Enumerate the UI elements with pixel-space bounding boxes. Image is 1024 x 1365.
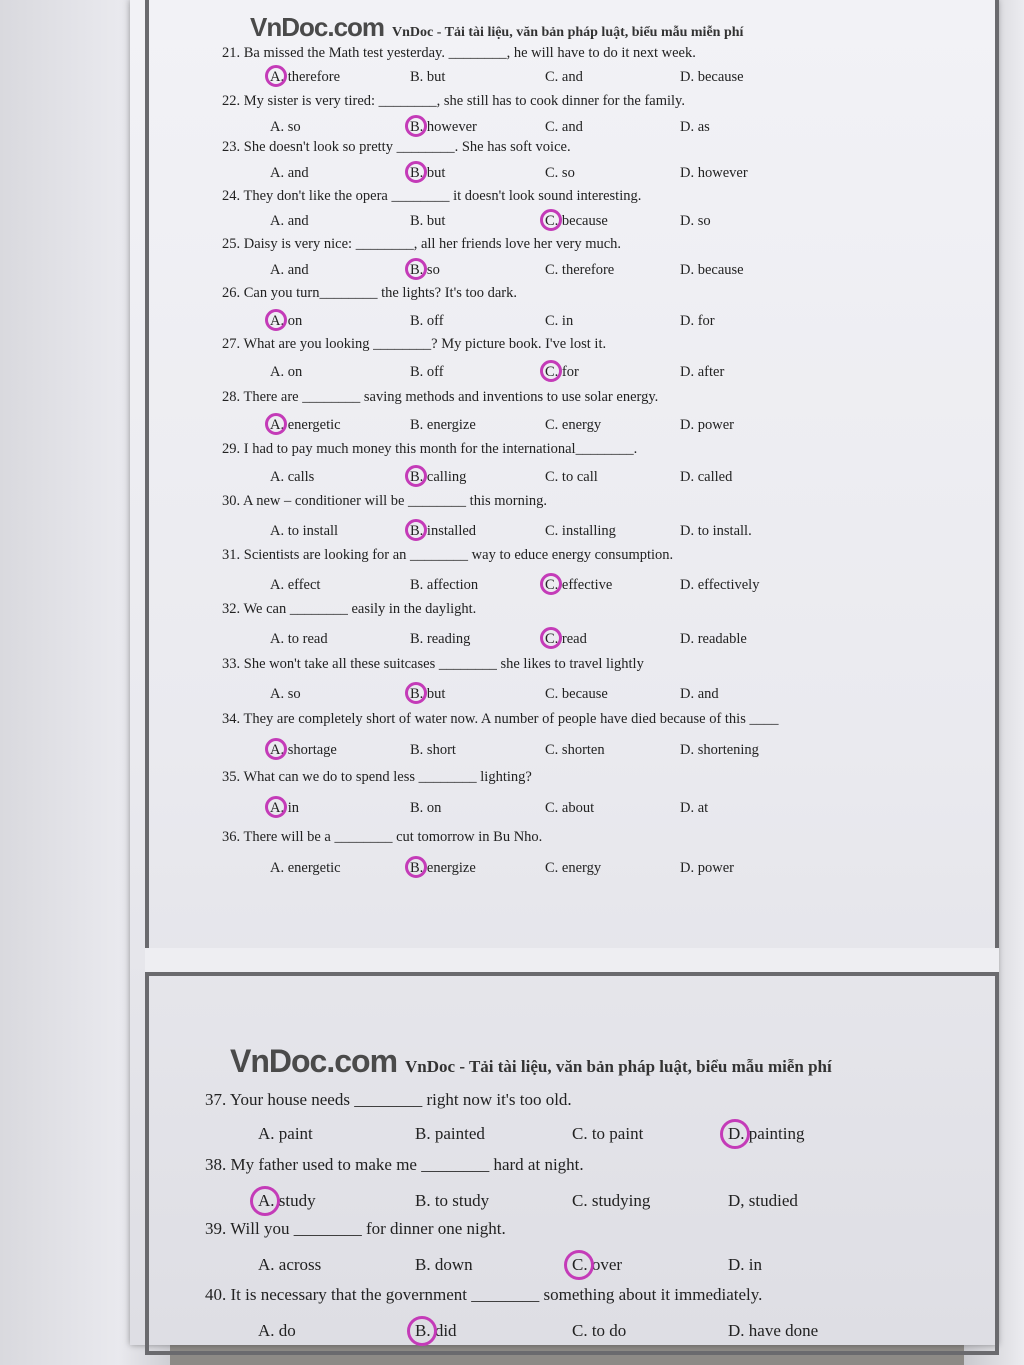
header-tagline: VnDoc - Tải tài liệu, văn bản pháp luật, biểu mẫu miễn phí <box>392 25 744 40</box>
answer-option[interactable]: A. to install <box>270 523 339 539</box>
answer-option[interactable]: A. energetic <box>270 417 341 433</box>
answer-option[interactable]: C. to do <box>572 1321 627 1340</box>
selected-answer-circle <box>720 1119 750 1149</box>
answer-option[interactable]: D. to install. <box>680 523 752 539</box>
answer-option[interactable]: C. therefore <box>545 262 615 278</box>
answer-option[interactable]: D. in <box>728 1255 762 1274</box>
answer-option[interactable]: D. as <box>680 119 710 135</box>
selected-answer-circle <box>405 465 427 487</box>
header-tagline: VnDoc - Tải tài liệu, văn bản pháp luật, biểu mẫu miễn phí <box>405 1057 832 1076</box>
selected-answer-circle <box>405 258 427 280</box>
question-text: 24. They don't like the opera ________ it doesn't look sound interesting. <box>222 188 642 204</box>
selected-answer-circle <box>407 1316 437 1346</box>
page-header-bottom <box>230 1043 832 1080</box>
answer-option[interactable]: D. after <box>680 364 725 380</box>
answer-option[interactable]: B. but <box>410 165 446 181</box>
answer-option[interactable]: C. about <box>545 800 595 816</box>
answer-option[interactable]: D. so <box>680 213 711 229</box>
answer-option[interactable]: A. across <box>258 1255 322 1274</box>
answer-option[interactable]: B. but <box>410 213 446 229</box>
answer-option[interactable]: D. for <box>680 313 715 329</box>
answer-option[interactable]: C. installing <box>545 523 616 539</box>
answer-option[interactable]: A. and <box>270 165 309 181</box>
question-text: 35. What can we do to spend less ________ lighting? <box>222 769 532 785</box>
answer-option[interactable]: B. but <box>410 686 446 702</box>
answer-option[interactable]: A. energetic <box>270 860 341 876</box>
answer-option[interactable]: D. power <box>680 860 734 876</box>
selected-answer-circle <box>265 796 287 818</box>
question-text: 39. Will you ________ for dinner one night. <box>205 1219 506 1238</box>
selected-answer-circle <box>265 65 287 87</box>
answer-option[interactable]: C. for <box>545 364 579 380</box>
answer-option[interactable]: A. so <box>270 686 301 702</box>
answer-option[interactable]: C. because <box>545 686 608 702</box>
answer-option[interactable]: B. off <box>410 364 444 380</box>
answer-option[interactable]: D. because <box>680 69 744 85</box>
question-text: 30. A new – conditioner will be ________ this morning. <box>222 493 548 509</box>
answer-option[interactable]: D. shortening <box>680 742 759 758</box>
answer-option[interactable]: D. readable <box>680 631 747 647</box>
question-text: 23. She doesn't look so pretty ________. She has soft voice. <box>222 139 571 155</box>
answer-option[interactable]: C. studying <box>572 1191 651 1210</box>
question-text: 21. Ba missed the Math test yesterday. ________, he will have to do it next week. <box>222 45 696 61</box>
answer-option[interactable]: C. in <box>545 313 574 329</box>
answer-option[interactable]: A. shortage <box>270 742 337 758</box>
answer-option[interactable]: B. energize <box>410 417 476 433</box>
answer-option[interactable]: D, studied <box>728 1191 798 1210</box>
answer-option[interactable]: A. to read <box>270 631 328 647</box>
answer-option[interactable]: B. however <box>410 119 477 135</box>
question-text: 26. Can you turn________ the lights? It's too dark. <box>222 285 517 301</box>
answer-option[interactable]: D. power <box>680 417 734 433</box>
answer-option[interactable]: C. shorten <box>545 742 605 758</box>
answer-option[interactable]: D. because <box>680 262 744 278</box>
selected-answer-circle <box>405 161 427 183</box>
answer-option[interactable]: D. however <box>680 165 748 181</box>
selected-answer-circle <box>540 627 562 649</box>
vndoc-logo: VnDoc.com <box>230 1043 398 1079</box>
answer-option[interactable]: A. on <box>270 364 303 380</box>
answer-option[interactable]: B. painted <box>415 1124 485 1143</box>
selected-answer-circle <box>405 856 427 878</box>
answer-option[interactable]: B. so <box>410 262 440 278</box>
answer-option[interactable]: B. but <box>410 69 446 85</box>
question-text: 38. My father used to make me ________ hard at night. <box>205 1155 584 1174</box>
question-text: 36. There will be a ________ cut tomorrow in Bu Nho. <box>222 829 543 845</box>
answer-option[interactable]: A. so <box>270 119 301 135</box>
question-text: 37. Your house needs ________ right now it's too old. <box>205 1090 572 1109</box>
answer-option[interactable]: B. calling <box>410 469 467 485</box>
answer-option[interactable]: C. because <box>545 213 608 229</box>
answer-option[interactable]: A. effect <box>270 577 321 593</box>
selected-answer-circle <box>564 1250 594 1280</box>
answer-option[interactable]: A. paint <box>258 1124 313 1143</box>
question-text: 29. I had to pay much money this month for the international________. <box>222 441 638 457</box>
question-text: 40. It is necessary that the government ________ something about it immediately. <box>205 1285 763 1304</box>
selected-answer-circle <box>540 360 562 382</box>
vndoc-logo: VnDoc.com <box>250 12 385 42</box>
question-text: 32. We can ________ easily in the daylight. <box>222 601 477 617</box>
selected-answer-circle <box>405 115 427 137</box>
selected-answer-circle <box>405 519 427 541</box>
answer-option[interactable]: A. and <box>270 262 309 278</box>
answer-option[interactable]: D. called <box>680 469 733 485</box>
answer-option[interactable]: B. affection <box>410 577 479 593</box>
question-text: 34. They are completely short of water now. A number of people have died because of this ____ <box>222 711 779 727</box>
answer-option[interactable]: C. so <box>545 165 575 181</box>
page-header-top <box>250 12 743 43</box>
answer-option[interactable]: D. and <box>680 686 719 702</box>
answer-option[interactable]: B. reading <box>410 631 471 647</box>
answer-option[interactable]: A. therefore <box>270 69 341 85</box>
question-text: 27. What are you looking ________? My picture book. I've lost it. <box>222 336 607 352</box>
answer-option[interactable]: A. on <box>270 313 303 329</box>
selected-answer-circle <box>265 413 287 435</box>
answer-option[interactable]: C. effective <box>545 577 613 593</box>
answer-option[interactable]: C. to call <box>545 469 598 485</box>
selected-answer-circle <box>405 682 427 704</box>
answer-option[interactable]: B. installed <box>410 523 477 539</box>
question-text: 33. She won't take all these suitcases ________ she likes to travel lightly <box>222 656 644 672</box>
selected-answer-circle <box>265 309 287 331</box>
answer-option[interactable]: C. energy <box>545 860 602 876</box>
answer-option[interactable]: B. on <box>410 800 442 816</box>
answer-option[interactable]: A. do <box>258 1321 296 1340</box>
answer-option[interactable]: A. and <box>270 213 309 229</box>
selected-answer-circle <box>540 573 562 595</box>
question-text: 22. My sister is very tired: ________, she still has to cook dinner for the family. <box>222 93 685 109</box>
selected-answer-circle <box>250 1186 280 1216</box>
selected-answer-circle <box>265 738 287 760</box>
answer-option[interactable]: D. have done <box>728 1321 819 1340</box>
question-text: 31. Scientists are looking for an ________ way to educe energy consumption. <box>222 547 674 563</box>
answer-option[interactable]: A. calls <box>270 469 315 485</box>
answer-option[interactable]: A. in <box>270 800 299 816</box>
answer-option[interactable]: D. effectively <box>680 577 760 593</box>
answer-option[interactable]: C. energy <box>545 417 602 433</box>
answer-option[interactable]: C. to paint <box>572 1124 644 1143</box>
question-text: 25. Daisy is very nice: ________, all her friends love her very much. <box>222 236 622 252</box>
answer-option[interactable]: B. did <box>415 1321 457 1340</box>
answer-option[interactable]: B. energize <box>410 860 476 876</box>
answer-option[interactable]: D. painting <box>728 1124 805 1143</box>
answer-option[interactable]: C. and <box>545 119 583 135</box>
answer-option[interactable]: C. read <box>545 631 587 647</box>
answer-option[interactable]: D. at <box>680 800 709 816</box>
answer-option[interactable]: A. study <box>258 1191 316 1210</box>
answer-option[interactable]: B. down <box>415 1255 473 1274</box>
answer-option[interactable]: B. off <box>410 313 444 329</box>
answer-option[interactable]: C. over <box>572 1255 623 1274</box>
selected-answer-circle <box>540 209 562 231</box>
answer-option[interactable]: B. short <box>410 742 456 758</box>
question-text: 28. There are ________ saving methods and inventions to use solar energy. <box>222 389 659 405</box>
answer-option[interactable]: B. to study <box>415 1191 490 1210</box>
answer-option[interactable]: C. and <box>545 69 583 85</box>
